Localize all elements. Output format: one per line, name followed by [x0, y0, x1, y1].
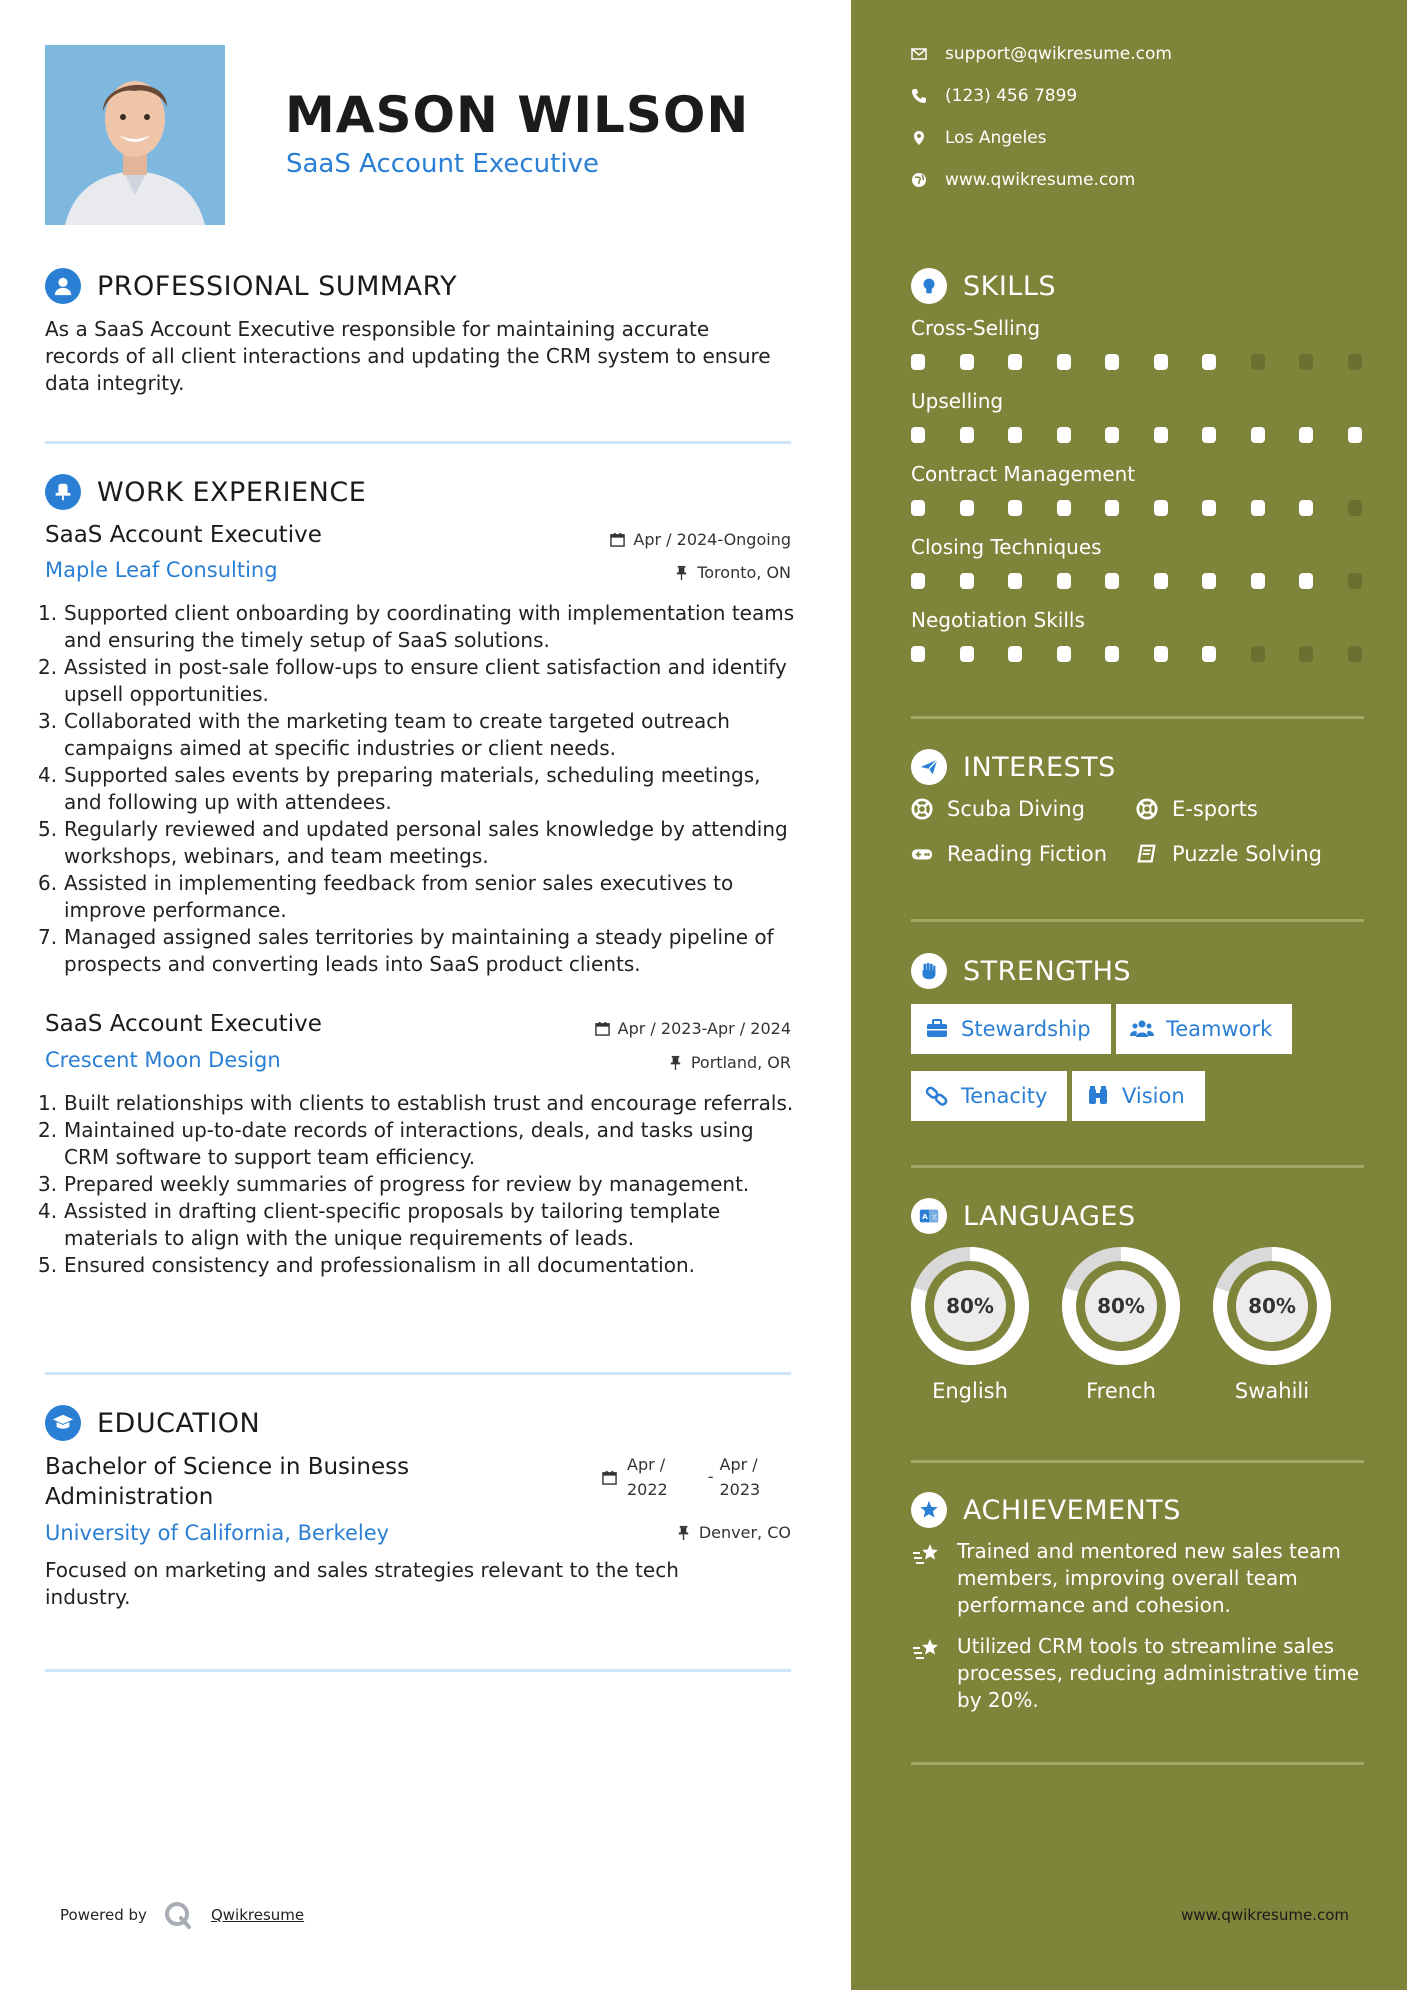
qwikresume-logo-icon [163, 1900, 193, 1930]
summary-title: PROFESSIONAL SUMMARY [97, 270, 458, 302]
footer-branding [60, 1900, 304, 1930]
skill-dot [1105, 573, 1119, 589]
gamepad-icon [911, 843, 933, 865]
contact-email [911, 44, 1172, 64]
life-ring-icon [911, 798, 933, 820]
degree [45, 1452, 485, 1512]
skill-dot [1057, 573, 1071, 589]
language-name: Swahili [1234, 1379, 1310, 1403]
candidate-name: MASON WILSON [285, 86, 750, 144]
skill-dot [960, 573, 974, 589]
language-name: English [932, 1379, 1008, 1403]
language-item [1060, 1245, 1182, 1403]
job-location-text: Toronto, ON [697, 563, 791, 582]
skill-dot [1105, 354, 1119, 370]
phone-icon [911, 88, 927, 104]
star-badge-icon [911, 1492, 947, 1528]
skill-dot [1251, 500, 1265, 516]
divider [911, 1165, 1364, 1168]
education-text: Focused on marketing and sales strategies relevant to the tech industry. [45, 1558, 679, 1609]
skill-dot [1154, 354, 1168, 370]
interest-item: Puzzle Solving [1136, 842, 1322, 866]
skill-dot [1008, 427, 1022, 443]
skill-dot [1105, 500, 1119, 516]
job-dates [610, 530, 791, 549]
skill-dot [1008, 500, 1022, 516]
user-icon [45, 268, 81, 304]
language-percent-label: 80% [1248, 1294, 1296, 1318]
envelope-icon [911, 46, 927, 62]
divider [45, 1669, 791, 1672]
skill-dot [1154, 646, 1168, 662]
interests-title: INTERESTS [963, 751, 1116, 783]
globe-icon [911, 172, 927, 188]
skill-dot [1299, 427, 1313, 443]
achievements-heading [911, 1492, 1181, 1528]
company-name: Maple Leaf Consulting [45, 558, 278, 582]
skill-dot [1299, 500, 1313, 516]
language-item [1211, 1245, 1333, 1403]
skill-dot [1348, 500, 1362, 516]
calendar-icon [602, 1470, 617, 1485]
strength-tag: Stewardship [911, 1004, 1111, 1054]
profile-photo [45, 45, 225, 225]
skill-dot [1251, 646, 1265, 662]
pin-icon [674, 565, 689, 580]
school-name: University of California, Berkeley [45, 1521, 390, 1545]
interest-item: E-sports [1136, 797, 1258, 821]
skill-level-dots [911, 427, 1396, 443]
skill-dot [1008, 646, 1022, 662]
skill-dot [1105, 646, 1119, 662]
language-progress-ring [1060, 1245, 1182, 1367]
job-bullets [38, 600, 798, 978]
fist-icon [911, 953, 947, 989]
pin-icon [668, 1055, 683, 1070]
list-item: 6. Assisted in implementing feedback from senior sales executives to improve performance. [38, 871, 734, 922]
skill-dot [1251, 354, 1265, 370]
skill-dot [960, 646, 974, 662]
language-percent-label: 80% [946, 1294, 994, 1318]
skills-heading [911, 268, 1056, 304]
users-icon [1130, 1017, 1154, 1041]
skill-dot [1057, 427, 1071, 443]
skill-dot [1299, 354, 1313, 370]
divider [911, 1460, 1364, 1463]
interest-item: Reading Fiction [911, 842, 1107, 866]
skill-level-dots [911, 646, 1396, 662]
company-name: Crescent Moon Design [45, 1048, 281, 1072]
skills-title: SKILLS [963, 270, 1057, 302]
list-item: 2. Maintained up-to-date records of interactions, deals, and tasks using CRM software to support team efficiency. [38, 1118, 754, 1169]
skill-level-dots [911, 573, 1396, 589]
language-progress-ring [909, 1245, 1031, 1367]
job-location [668, 1053, 791, 1072]
graduation-cap-icon [45, 1405, 81, 1441]
skill-dot [1299, 646, 1313, 662]
job-dates-text: Apr / 2023-Apr / 2024 [617, 1019, 791, 1038]
list-item: 3. Prepared weekly summaries of progress for review by management. [38, 1172, 750, 1196]
divider [911, 716, 1364, 719]
qwikresume-link[interactable]: Qwikresume [210, 1906, 305, 1924]
list-item: 1. Supported client onboarding by coordinating with implementation teams and ensuring the timely setup of SaaS solutions. [38, 601, 795, 652]
achievements-title: ACHIEVEMENTS [963, 1494, 1181, 1526]
skill-dot [911, 646, 925, 662]
briefcase-icon [45, 474, 81, 510]
book-icon [1136, 843, 1158, 865]
skill-dot [1348, 354, 1362, 370]
skill-dot [1008, 573, 1022, 589]
education-location-text: Denver, CO [698, 1523, 791, 1542]
binoculars-icon [1086, 1084, 1110, 1108]
calendar-icon [610, 532, 625, 547]
degree-line: Administration [45, 1484, 214, 1510]
skill-dot [911, 500, 925, 516]
skill-name: Negotiation Skills [911, 608, 1085, 632]
divider [911, 919, 1364, 922]
skill-level-dots [911, 500, 1396, 516]
skill-dot [1348, 573, 1362, 589]
skill-dot [1202, 646, 1216, 662]
job-title: SaaS Account Executive [45, 1011, 322, 1037]
location-text: Los Angeles [945, 128, 1047, 148]
skill-dot [960, 500, 974, 516]
strength-tag: Vision [1072, 1071, 1205, 1121]
skill-name: Upselling [911, 389, 1004, 413]
skill-name: Contract Management [911, 462, 1136, 486]
divider [45, 441, 791, 444]
skill-dot [1202, 500, 1216, 516]
experience-heading [45, 474, 366, 510]
shooting-star-icon [911, 1540, 941, 1570]
language-percent-label: 80% [1097, 1294, 1145, 1318]
list-item: 1. Built relationships with clients to establish trust and encourage referrals. [38, 1091, 794, 1115]
education-location [676, 1523, 791, 1542]
skill-dot [1057, 354, 1071, 370]
skill-dot [1202, 427, 1216, 443]
skill-dot [1154, 427, 1168, 443]
education-dates [602, 1452, 760, 1502]
summary-heading [45, 268, 457, 304]
shooting-star-icon [911, 1635, 941, 1665]
skill-level-dots [911, 354, 1396, 370]
job-dates-text: Apr / 2024-Ongoing [633, 530, 791, 549]
job-bullets [38, 1090, 798, 1279]
footer-website[interactable]: www.qwikresume.com [1181, 1906, 1349, 1924]
skill-dot [1057, 646, 1071, 662]
svg-text:文: 文 [930, 1213, 938, 1222]
powered-by-label: Powered by [60, 1906, 147, 1924]
website-text[interactable]: www.qwikresume.com [945, 170, 1136, 190]
list-item: 4. Assisted in drafting client-specific proposals by tailoring template materials to align with the unique requirements of leads. [38, 1199, 721, 1250]
pin-icon [676, 1525, 691, 1540]
education-heading [45, 1405, 260, 1441]
skill-dot [911, 573, 925, 589]
start-month: Apr / [627, 1455, 666, 1474]
skill-dot [1202, 573, 1216, 589]
contact-phone [911, 86, 1077, 106]
summary-text: As a SaaS Account Executive responsible for maintaining accurate records of all client interactions and updating the CRM system to ensure data integrity. [45, 317, 771, 395]
language-progress-ring [1211, 1245, 1333, 1367]
email-text[interactable]: support@qwikresume.com [945, 44, 1172, 64]
achievement-item: Utilized CRM tools to streamline sales processes, reducing administrative time by 20%. [911, 1633, 1371, 1714]
list-item: 4. Supported sales events by preparing materials, scheduling meetings, and following up with attendees. [38, 763, 761, 814]
experience-title: WORK EXPERIENCE [97, 476, 367, 508]
contact-location [911, 128, 1047, 148]
strength-tag: Tenacity [911, 1071, 1067, 1121]
list-item: 3. Collaborated with the marketing team to create targeted outreach campaigns aimed at specific industries or client needs. [38, 709, 730, 760]
contact-website [911, 170, 1135, 190]
lightbulb-icon [911, 268, 947, 304]
skill-dot [911, 354, 925, 370]
svg-text:A: A [922, 1212, 928, 1222]
list-item: 2. Assisted in post-sale follow-ups to ensure client satisfaction and identify upsell opportunities. [38, 655, 787, 706]
skill-dot [1251, 427, 1265, 443]
life-ring-icon [1136, 798, 1158, 820]
date-separator: - [707, 1467, 714, 1486]
skill-dot [1008, 354, 1022, 370]
skill-dot [1105, 427, 1119, 443]
languages-title: LANGUAGES [963, 1200, 1136, 1232]
strengths-title: STRENGTHS [963, 955, 1132, 987]
language-item [909, 1245, 1031, 1403]
job-dates [595, 1019, 791, 1038]
skill-dot [960, 427, 974, 443]
skill-dot [1251, 573, 1265, 589]
language-name: French [1086, 1379, 1156, 1403]
skill-dot [960, 354, 974, 370]
skill-dot [1348, 427, 1362, 443]
list-item: 7. Managed assigned sales territories by maintaining a steady pipeline of prospects and converting leads into SaaS product clients. [38, 925, 774, 976]
skill-name: Closing Techniques [911, 535, 1102, 559]
end-year: 2023 [719, 1480, 761, 1499]
paper-plane-icon [911, 749, 947, 785]
skill-dot [1348, 646, 1362, 662]
map-pin-icon [911, 130, 927, 146]
divider [911, 1762, 1364, 1765]
education-title: EDUCATION [97, 1407, 261, 1439]
end-month: Apr / [719, 1455, 758, 1474]
degree-line: Bachelor of Science in Business [45, 1454, 410, 1480]
divider [45, 1372, 791, 1375]
sidebar [851, 0, 1407, 1990]
strength-tag: Teamwork [1116, 1004, 1292, 1054]
phone-text: (123) 456 7899 [945, 86, 1078, 106]
job-location [674, 563, 791, 582]
briefcase-icon [925, 1017, 949, 1041]
strengths-heading [911, 953, 1131, 989]
job-location-text: Portland, OR [690, 1053, 791, 1072]
achievement-item: Trained and mentored new sales team members, improving overall team performance and cohesion. [911, 1538, 1371, 1619]
job-title: SaaS Account Executive [45, 522, 322, 548]
skill-dot [1057, 500, 1071, 516]
languages-heading [911, 1198, 1136, 1234]
link-icon [925, 1084, 949, 1108]
skill-dot [1202, 354, 1216, 370]
list-item: 5. Regularly reviewed and updated personal sales knowledge by attending workshops, webinars, and team meetings. [38, 817, 788, 868]
candidate-role: SaaS Account Executive [286, 149, 599, 179]
interests-heading [911, 749, 1116, 785]
skill-dot [1154, 573, 1168, 589]
calendar-icon [595, 1021, 610, 1036]
skill-name: Cross-Selling [911, 316, 1041, 340]
skill-dot [1299, 573, 1313, 589]
start-year: 2022 [627, 1480, 668, 1499]
skill-dot [1154, 500, 1168, 516]
translate-icon [911, 1198, 947, 1234]
skill-dot [911, 427, 925, 443]
interest-item: Scuba Diving [911, 797, 1085, 821]
list-item: 5. Ensured consistency and professionalism in all documentation. [38, 1253, 695, 1277]
